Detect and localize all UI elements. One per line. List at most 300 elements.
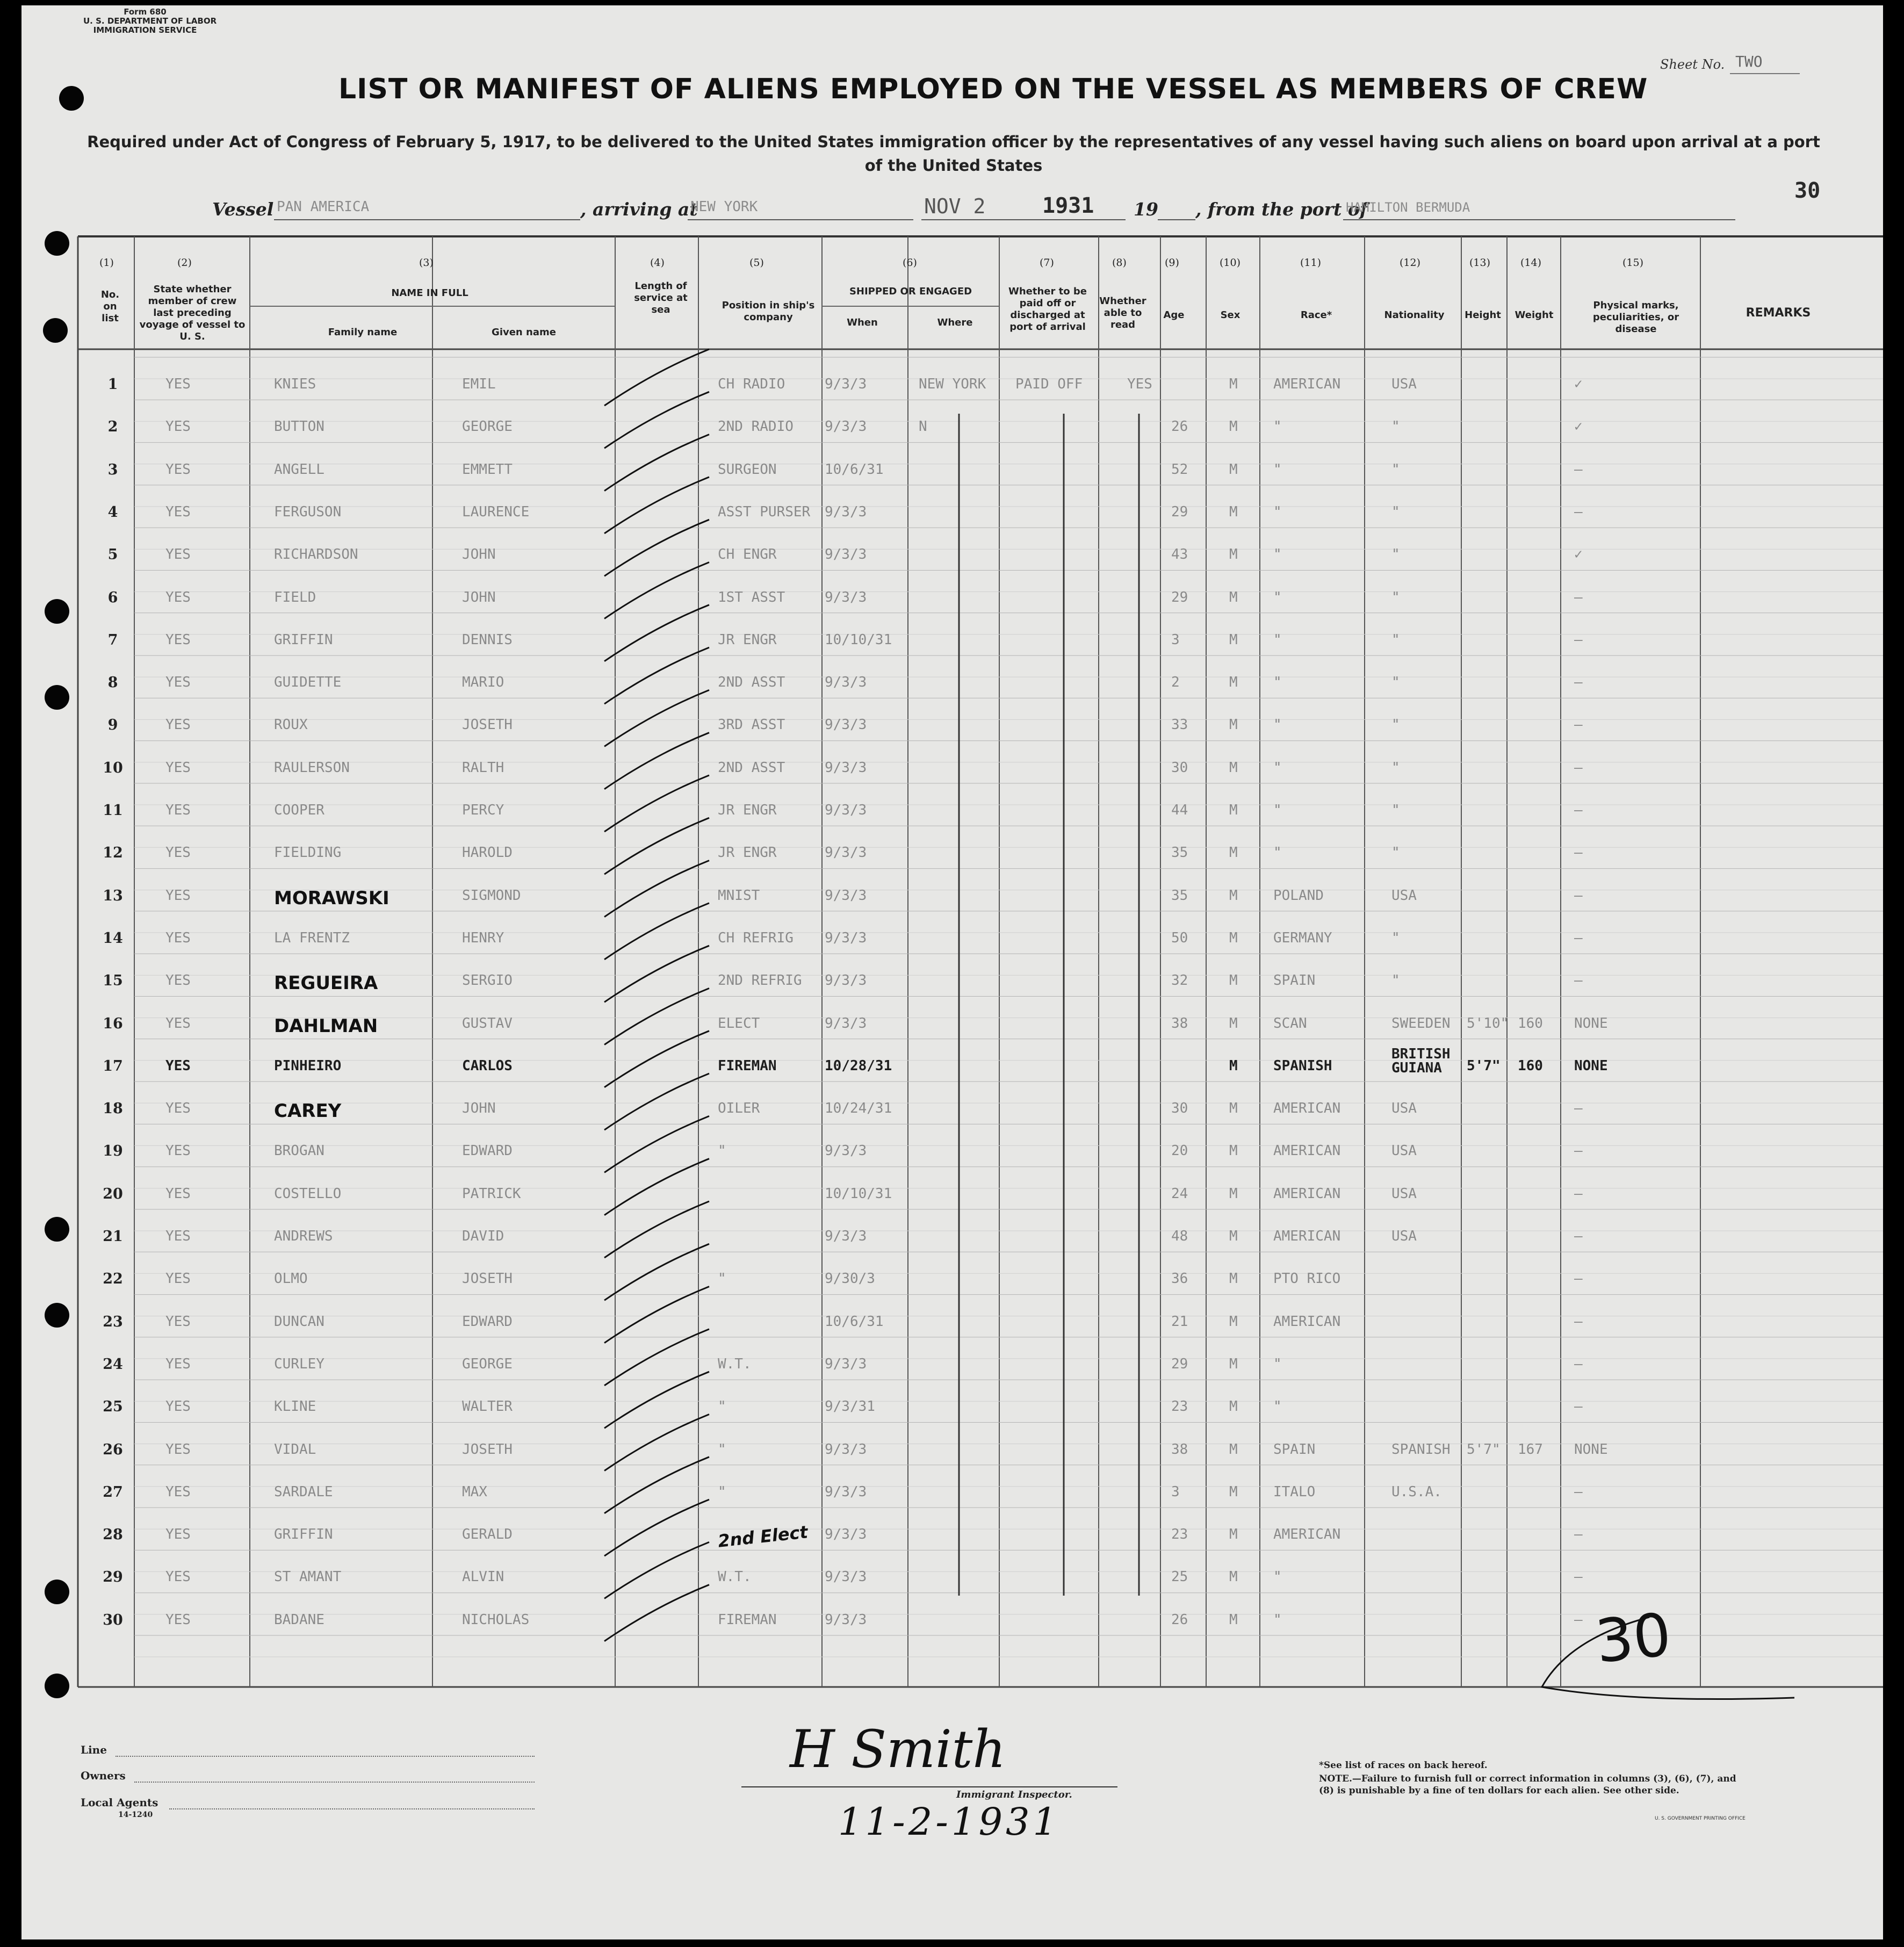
cell-given: CARLOS <box>462 1057 513 1074</box>
cell-member: YES <box>165 674 191 691</box>
cell-sex: M <box>1229 759 1238 776</box>
cell-marks: — <box>1574 1313 1583 1330</box>
cell-given: HENRY <box>462 929 504 946</box>
cell-height: 5'10" <box>1467 1015 1509 1032</box>
cell-member: YES <box>165 759 191 776</box>
cell-sex: M <box>1229 1313 1238 1330</box>
cell-nationality: " <box>1391 802 1400 818</box>
cell-sex: M <box>1229 1228 1238 1244</box>
cell-race: SPANISH <box>1273 1057 1332 1074</box>
cell-sex: M <box>1229 802 1238 818</box>
cell-nationality: " <box>1391 503 1400 520</box>
service-check-stroke <box>604 1244 709 1300</box>
cell-nationality: USA <box>1391 887 1417 904</box>
cell-member: YES <box>165 1355 191 1372</box>
cell-where: N <box>919 419 927 435</box>
punch-hole <box>45 685 69 710</box>
cell-nationality: " <box>1391 419 1400 435</box>
cell-race: " <box>1273 631 1282 648</box>
col-6-where-header: Where <box>937 317 973 328</box>
cell-position: W.T. <box>718 1355 752 1372</box>
cell-age: 38 <box>1171 1015 1188 1032</box>
cell-family: KLINE <box>274 1398 316 1415</box>
row-number: 22 <box>103 1271 123 1288</box>
vessel-label: Vessel <box>212 199 274 220</box>
cell-given: SERGIO <box>462 972 513 989</box>
cell-given: EMMETT <box>462 461 513 478</box>
service-check-stroke <box>604 775 709 832</box>
col-4-num: (4) <box>650 257 665 269</box>
cell-race: " <box>1273 717 1282 733</box>
cell-race: AMERICAN <box>1273 376 1341 392</box>
cell-race: " <box>1273 759 1282 776</box>
cell-marks: — <box>1574 503 1583 520</box>
cell-marks: — <box>1574 1398 1583 1415</box>
owners-field <box>134 1782 535 1783</box>
row-number: 26 <box>103 1441 123 1458</box>
signature-caption: Immigrant Inspector. <box>956 1789 1072 1800</box>
cell-position: 2ND ASST <box>718 674 785 691</box>
arriving-port: NEW YORK <box>690 199 758 215</box>
cell-member: YES <box>165 1185 191 1202</box>
cell-position: OILER <box>718 1100 760 1117</box>
col-5-header: Position in ship's company <box>722 300 815 323</box>
arriving-label: , arriving at <box>580 199 698 220</box>
cell-race: " <box>1273 503 1282 520</box>
cell-age: 29 <box>1171 1355 1188 1372</box>
cell-sex: M <box>1229 1611 1238 1628</box>
cell-height: 5'7" <box>1467 1057 1501 1074</box>
cell-age: 30 <box>1171 1100 1188 1117</box>
col-2-header: State whether member of crew last preceding voyage of vessel to U. S. <box>139 284 246 342</box>
cell-sex: M <box>1229 1569 1238 1585</box>
cell-given: NICHOLAS <box>462 1611 530 1628</box>
cell-position: CH REFRIG <box>718 929 794 946</box>
cell-when: 9/3/3 <box>825 1441 867 1458</box>
cell-family: COOPER <box>274 802 324 818</box>
cell-member: YES <box>165 1526 191 1543</box>
cell-when: 10/10/31 <box>825 631 892 648</box>
cell-position: ELECT <box>718 1015 760 1032</box>
cell-position: ASST PURSER <box>718 503 811 520</box>
cell-when: 9/3/3 <box>825 546 867 563</box>
col-13-header: Height <box>1465 309 1501 321</box>
cell-race: ITALO <box>1273 1483 1316 1500</box>
cell-member: YES <box>165 1015 191 1032</box>
cell-race: " <box>1273 546 1282 563</box>
cell-member: YES <box>165 1228 191 1244</box>
cell-member: YES <box>165 972 191 989</box>
cell-age: 25 <box>1171 1569 1188 1585</box>
col-remarks-header: REMARKS <box>1746 306 1811 320</box>
line-label: Line <box>81 1743 107 1756</box>
cell-nationality: " <box>1391 631 1400 648</box>
punch-hole <box>45 1674 69 1698</box>
cell-given: JOSETH <box>462 717 513 733</box>
cell-age: 20 <box>1171 1143 1188 1159</box>
col-13-num: (13) <box>1469 257 1491 269</box>
cell-position: FIREMAN <box>718 1057 777 1074</box>
cell-when: 9/3/3 <box>825 1526 867 1543</box>
row-number: 29 <box>103 1569 123 1586</box>
cell-member: YES <box>165 845 191 861</box>
col-11-header: Race* <box>1300 309 1332 321</box>
cell-race: " <box>1273 461 1282 478</box>
cell-member: YES <box>165 1313 191 1330</box>
punch-hole <box>59 86 84 111</box>
cell-when: 9/3/3 <box>825 419 867 435</box>
cell-age: 32 <box>1171 972 1188 989</box>
cell-race: AMERICAN <box>1273 1228 1341 1244</box>
row-number: 5 <box>107 546 118 564</box>
cell-marks: — <box>1574 1228 1583 1244</box>
cell-position: MNIST <box>718 887 760 904</box>
owners-label: Owners <box>81 1769 126 1782</box>
cell-member: YES <box>165 1569 191 1585</box>
cell-position: JR ENGR <box>718 802 777 818</box>
cell-marks: — <box>1574 589 1583 605</box>
cell-nationality: BRITISH GUIANA <box>1391 1045 1451 1076</box>
cell-when: 9/3/3 <box>825 1143 867 1159</box>
row-number: 19 <box>103 1143 123 1160</box>
page-subtitle: Required under Act of Congress of February 5, 1917, to be delivered to the United States immigration officer by the representatives of any vessel having such aliens on board upon arrival at a port of the United States <box>87 133 1820 175</box>
cell-marks: — <box>1574 1271 1583 1287</box>
from-label: , from the port of <box>1195 199 1368 220</box>
col-11-num: (11) <box>1300 257 1322 269</box>
cell-marks: — <box>1574 631 1583 648</box>
cell-family: FIELD <box>274 589 316 605</box>
cell-when: 9/3/3 <box>825 1355 867 1372</box>
cell-marks: — <box>1574 674 1583 691</box>
cell-family: BROGAN <box>274 1143 324 1159</box>
cell-nationality: USA <box>1391 1228 1417 1244</box>
col-1-header: No. on list <box>100 289 120 324</box>
service-check-stroke <box>604 989 709 1045</box>
cell-family: FERGUSON <box>274 503 342 520</box>
cell-sex: M <box>1229 887 1238 904</box>
cell-given: WALTER <box>462 1398 513 1415</box>
cell-member: YES <box>165 503 191 520</box>
col-1-num: (1) <box>99 257 114 269</box>
cell-member: YES <box>165 631 191 648</box>
cell-race: AMERICAN <box>1273 1185 1341 1202</box>
service-check-stroke <box>604 690 709 746</box>
cell-marks: — <box>1574 845 1583 861</box>
cell-age: 50 <box>1171 929 1188 946</box>
col-15-num: (15) <box>1622 257 1644 269</box>
cell-family: OLMO <box>274 1271 308 1287</box>
printer-credit: U. S. GOVERNMENT PRINTING OFFICE <box>1655 1816 1746 1821</box>
cell-race: " <box>1273 845 1282 861</box>
cell-sex: M <box>1229 503 1238 520</box>
row-number: 17 <box>103 1057 123 1075</box>
cell-family: FIELDING <box>274 845 342 861</box>
service-check-stroke <box>604 818 709 874</box>
cell-family: ANGELL <box>274 461 324 478</box>
cell-position: 3RD ASST <box>718 717 785 733</box>
page-count-mark: 30 <box>1794 178 1821 203</box>
row-number: 10 <box>103 759 123 776</box>
cell-race: AMERICAN <box>1273 1526 1341 1543</box>
row-number: 3 <box>107 461 118 478</box>
cell-when: 9/3/31 <box>825 1398 875 1415</box>
cell-race: GERMANY <box>1273 929 1332 946</box>
service-check-stroke <box>604 1372 709 1428</box>
cell-given: PERCY <box>462 802 504 818</box>
cell-when: 9/3/3 <box>825 589 867 605</box>
cell-family: REGUEIRA <box>274 972 378 994</box>
cell-given: JOHN <box>462 1100 496 1117</box>
cell-member: YES <box>165 376 191 392</box>
service-check-stroke <box>604 733 709 789</box>
cell-family: CURLEY <box>274 1355 324 1372</box>
cell-when: 10/10/31 <box>825 1185 892 1202</box>
cell-family: COSTELLO <box>274 1185 342 1202</box>
cell-race: " <box>1273 419 1282 435</box>
cell-position: 2ND ASST <box>718 759 785 776</box>
cell-nationality: " <box>1391 546 1400 563</box>
service-check-stroke <box>604 520 709 576</box>
cell-member: YES <box>165 589 191 605</box>
cell-when: 9/3/3 <box>825 972 867 989</box>
cell-given: RALTH <box>462 759 504 776</box>
row-number: 28 <box>103 1526 123 1544</box>
col-9-num: (9) <box>1165 257 1179 269</box>
cell-race: " <box>1273 1355 1282 1372</box>
line-field <box>116 1756 535 1757</box>
service-check-stroke <box>604 903 709 960</box>
cell-nationality: " <box>1391 972 1400 989</box>
col-7-num: (7) <box>1040 257 1054 269</box>
cell-nationality: " <box>1391 845 1400 861</box>
row-number: 2 <box>107 419 118 436</box>
service-check-stroke <box>604 605 709 661</box>
cell-race: " <box>1273 802 1282 818</box>
cell-position: " <box>718 1271 726 1287</box>
cell-when: 9/3/3 <box>825 845 867 861</box>
form-department: U. S. DEPARTMENT OF LABOR <box>83 16 217 26</box>
manifest-sheet <box>21 5 1883 1939</box>
row-number: 7 <box>107 631 118 648</box>
cell-position: " <box>718 1483 726 1500</box>
cell-when: 10/6/31 <box>825 461 884 478</box>
cell-position: JR ENGR <box>718 631 777 648</box>
cell-nationality: " <box>1391 929 1400 946</box>
service-check-stroke <box>604 1585 709 1641</box>
cell-member: YES <box>165 887 191 904</box>
cell-race: " <box>1273 674 1282 691</box>
row-number: 21 <box>103 1228 123 1245</box>
cell-given: DENNIS <box>462 631 513 648</box>
cell-marks: — <box>1574 1100 1583 1117</box>
row-number: 15 <box>103 972 123 990</box>
service-check-stroke <box>604 1542 709 1598</box>
service-check-stroke <box>604 946 709 1002</box>
cell-member: YES <box>165 1100 191 1117</box>
footer-form-code: 14-1240 <box>118 1811 153 1819</box>
cell-position: SURGEON <box>718 461 777 478</box>
cell-family: MORAWSKI <box>274 887 390 909</box>
cell-when: 9/3/3 <box>825 717 867 733</box>
col-10-num: (10) <box>1220 257 1241 269</box>
cell-given: GEORGE <box>462 419 513 435</box>
col-15-header: Physical marks, peculiarities, or disease <box>1592 300 1679 335</box>
row-number: 16 <box>103 1015 123 1032</box>
service-check-stroke <box>604 435 709 491</box>
col-6-header: SHIPPED OR ENGAGED <box>849 286 972 297</box>
cell-race: AMERICAN <box>1273 1143 1341 1159</box>
row-number: 27 <box>103 1483 123 1501</box>
cell-marks: — <box>1574 1355 1583 1372</box>
col-3-given-header: Given name <box>492 327 556 338</box>
cell-age: 30 <box>1171 759 1188 776</box>
cell-member: YES <box>165 929 191 946</box>
row-number: 12 <box>103 845 123 862</box>
cell-age: 29 <box>1171 503 1188 520</box>
cell-marks: — <box>1574 1611 1583 1628</box>
cell-given: SIGMOND <box>462 887 521 904</box>
cell-given: GUSTAV <box>462 1015 513 1032</box>
cell-when: 9/3/3 <box>825 802 867 818</box>
cell-sex: M <box>1229 631 1238 648</box>
cell-age: 3 <box>1171 631 1180 648</box>
cell-position: 2ND RADIO <box>718 419 794 435</box>
cell-family: GRIFFIN <box>274 631 333 648</box>
col-10-header: Sex <box>1220 309 1241 321</box>
cell-age: 21 <box>1171 1313 1188 1330</box>
cell-position: 1ST ASST <box>718 589 785 605</box>
row-number: 24 <box>103 1355 123 1373</box>
col-5-num: (5) <box>749 257 764 269</box>
cell-nationality: " <box>1391 589 1400 605</box>
form-number: Form 680 <box>124 7 167 17</box>
cell-member: YES <box>165 1611 191 1628</box>
arrival-year-stamp: 1931 <box>1042 193 1094 218</box>
local-agents-field <box>169 1808 535 1809</box>
cell-given: MAX <box>462 1483 487 1500</box>
cell-family: SARDALE <box>274 1483 333 1500</box>
cell-age: 44 <box>1171 802 1188 818</box>
row-number: 23 <box>103 1313 123 1330</box>
cell-family: CAREY <box>274 1100 342 1122</box>
service-check-stroke <box>604 1116 709 1172</box>
cell-race: PTO RICO <box>1273 1271 1341 1287</box>
cell-age: 29 <box>1171 589 1188 605</box>
cell-position: FIREMAN <box>718 1611 777 1628</box>
cell-given: DAVID <box>462 1228 504 1244</box>
cell-family: RAULERSON <box>274 759 350 776</box>
year-label: 19 <box>1134 199 1158 220</box>
cell-family: BUTTON <box>274 419 324 435</box>
col-12-header: Nationality <box>1384 309 1445 321</box>
cell-given: GERALD <box>462 1526 513 1543</box>
cell-age: 52 <box>1171 461 1188 478</box>
cell-race: AMERICAN <box>1273 1313 1341 1330</box>
cell-marks: — <box>1574 1185 1583 1202</box>
cell-marks: — <box>1574 1143 1583 1159</box>
cell-when: 9/3/3 <box>825 376 867 392</box>
cell-marks: — <box>1574 972 1583 989</box>
service-check-stroke <box>604 1329 709 1386</box>
cell-when: 9/3/3 <box>825 759 867 776</box>
cell-marks: — <box>1574 1526 1583 1543</box>
cell-when: 9/3/3 <box>825 1569 867 1585</box>
penalty-note: NOTE.—Failure to furnish full or correct information in columns (3), (6), (7), and (8) is punishable by a fine of ten dollars for each alien. See other side. <box>1319 1773 1736 1796</box>
cell-position: W.T. <box>718 1569 752 1585</box>
cell-marks: — <box>1574 759 1583 776</box>
cell-nationality: " <box>1391 717 1400 733</box>
cell-sex: M <box>1229 1100 1238 1117</box>
cell-position: " <box>718 1398 726 1415</box>
cell-marks: — <box>1574 929 1583 946</box>
cell-marks: — <box>1574 1569 1583 1585</box>
cell-weight: 160 <box>1518 1015 1543 1032</box>
col-7-header: Whether to be paid off or discharged at port of arrival <box>1008 286 1087 333</box>
cell-marks: ✓ <box>1574 419 1583 435</box>
punch-hole <box>45 1217 69 1242</box>
cell-sex: M <box>1229 546 1238 563</box>
cell-family: VIDAL <box>274 1441 316 1458</box>
col-14-num: (14) <box>1520 257 1542 269</box>
row-number: 25 <box>103 1398 123 1416</box>
cell-race: SCAN <box>1273 1015 1307 1032</box>
cell-nationality: SWEEDEN <box>1391 1015 1451 1032</box>
cell-when: 9/3/3 <box>825 1015 867 1032</box>
cell-family: BADANE <box>274 1611 324 1628</box>
service-check-stroke <box>604 647 709 704</box>
punch-hole <box>45 231 69 256</box>
cell-given: HAROLD <box>462 845 513 861</box>
cell-member: YES <box>165 1483 191 1500</box>
cell-member: YES <box>165 1143 191 1159</box>
cell-when: 10/28/31 <box>825 1057 892 1074</box>
cell-nationality: USA <box>1391 1100 1417 1117</box>
form-service: IMMIGRATION SERVICE <box>93 25 197 35</box>
row-number: 11 <box>103 802 123 819</box>
cell-when: 9/3/3 <box>825 674 867 691</box>
punch-hole <box>45 599 69 624</box>
cell-age: 24 <box>1171 1185 1188 1202</box>
cell-member: YES <box>165 1441 191 1458</box>
cell-sex: M <box>1229 1355 1238 1372</box>
row-number: 20 <box>103 1185 123 1202</box>
service-check-stroke <box>604 1499 709 1556</box>
cell-race: SPAIN <box>1273 1441 1316 1458</box>
cell-marks: — <box>1574 1483 1583 1500</box>
cell-age: 3 <box>1171 1483 1180 1500</box>
cell-race: " <box>1273 1569 1282 1585</box>
cell-read: YES <box>1127 376 1152 392</box>
col-8-header: Whether able to read <box>1099 295 1146 330</box>
service-check-stroke <box>604 1031 709 1087</box>
cell-when: 9/3/3 <box>825 887 867 904</box>
cell-family: ST AMANT <box>274 1569 342 1585</box>
cell-family: LA FRENTZ <box>274 929 350 946</box>
col-3-header: NAME IN FULL <box>391 287 468 299</box>
inspection-date: 11-2-1931 <box>838 1800 1061 1844</box>
cell-race: POLAND <box>1273 887 1324 904</box>
cell-sex: M <box>1229 845 1238 861</box>
cell-age: 2 <box>1171 674 1180 691</box>
cell-age: 23 <box>1171 1398 1188 1415</box>
service-check-stroke <box>604 563 709 619</box>
cell-age: 26 <box>1171 419 1188 435</box>
vessel-name: PAN AMERICA <box>277 199 370 215</box>
cell-sex: M <box>1229 419 1238 435</box>
cell-position: " <box>718 1143 726 1159</box>
col-3-num: (3) <box>419 257 434 269</box>
cell-marks: — <box>1574 461 1583 478</box>
